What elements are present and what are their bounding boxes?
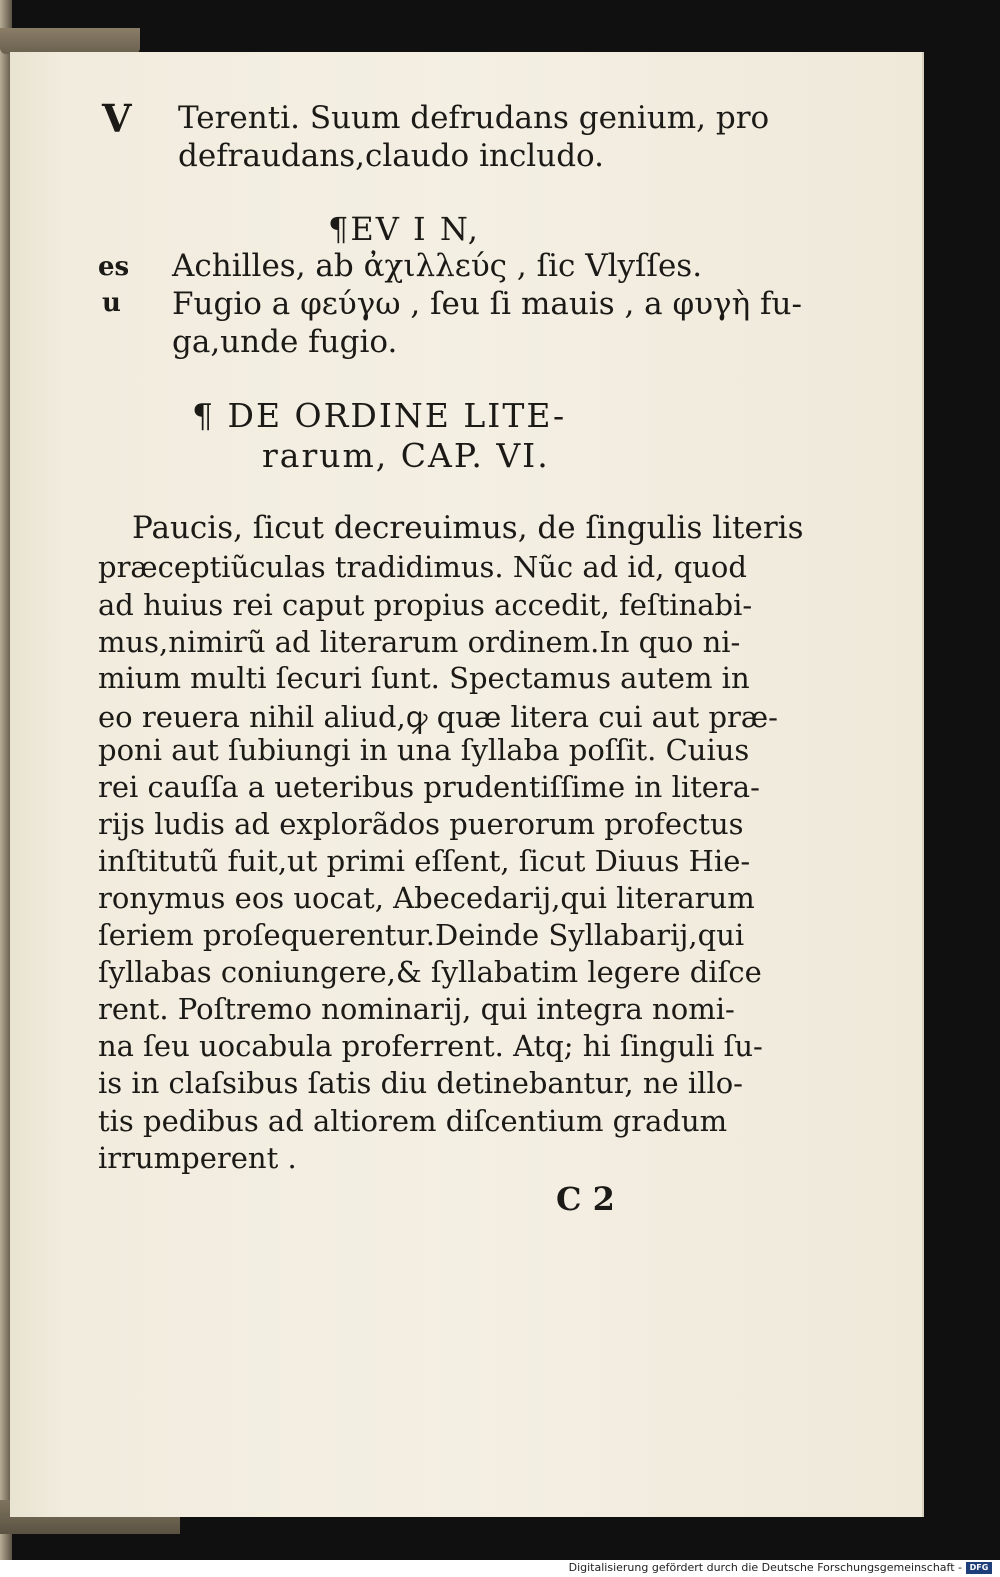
dfg-logo: DFG [966,1562,992,1574]
body-line: rijs ludis ad explorãdos puerorum profectus [98,807,744,841]
body-line: ronymus eos uocat, Abecedarij,qui literarum [98,881,755,915]
margin-note: es [98,252,130,282]
section-heading: ¶EV I N, [328,210,480,248]
body-line: rent. Poſtremo nominarij, qui integra nomi- [98,992,735,1026]
text-line: ga,unde fugio. [172,324,398,360]
body-line: Paucis, ſicut decreuimus, de ſingulis literis [132,510,804,546]
body-line: irrumperent . [98,1141,297,1175]
text-line: Terenti. Suum defrudans genium, pro [178,100,770,136]
body-line: tis pedibus ad altiorem diſcentium gradum [98,1104,728,1138]
margin-note: u [102,288,121,318]
text-line: defraudans,claudo includo. [178,138,605,174]
book-cover-top [0,28,140,54]
body-line: inſtitutũ fuit,ut primi eſſent, ſicut Diuus Hie- [98,844,751,878]
body-line: ſyllabas coniungere,& ſyllabatim legere diſce [98,955,762,989]
body-line: ſeriem proſequerentur.Deinde Syllabarij,qui [98,918,745,952]
funding-notice: Digitalisierung gefördert durch die Deutsche Forschungsgemeinschaft - [568,1561,962,1574]
text-line: Achilles, ab ἀχιλλεύς , ſic Vlyſſes. [172,248,703,284]
body-line: præceptiũculas tradidimus. Nũc ad id, quod [98,550,747,584]
footer-bar [0,1560,1000,1577]
text-line: Fugio a φεύγω , ſeu ſi mauis , a φυγὴ fu- [172,286,802,322]
body-line: is in claſsibus ſatis diu detinebantur, ne illo- [98,1066,743,1100]
body-line: eo reuera nihil aliud,ꝙ quæ litera cui aut præ- [98,700,778,734]
chapter-heading: ¶ DE ORDINE LITE- [192,396,567,435]
body-line: ad huius rei caput propius accedit, feſtinabi- [98,588,753,622]
chapter-heading: rarum, CAP. VI. [262,436,550,475]
body-line: poni aut ſubiungi in una ſyllaba poſſit. Cuius [98,733,750,767]
body-line: mium multi ſecuri ſunt. Spectamus autem in [98,661,750,695]
book-page [10,52,924,1517]
signature-mark: C 2 [556,1180,615,1218]
body-line: rei cauſſa a ueteribus prudentiſſime in litera- [98,770,760,804]
body-line: mus,nimirũ ad literarum ordinem.In quo ni- [98,625,741,659]
margin-letter: V [102,96,132,141]
body-line: na ſeu uocabula proferrent. Atq; hi ſinguli ſu- [98,1029,763,1063]
